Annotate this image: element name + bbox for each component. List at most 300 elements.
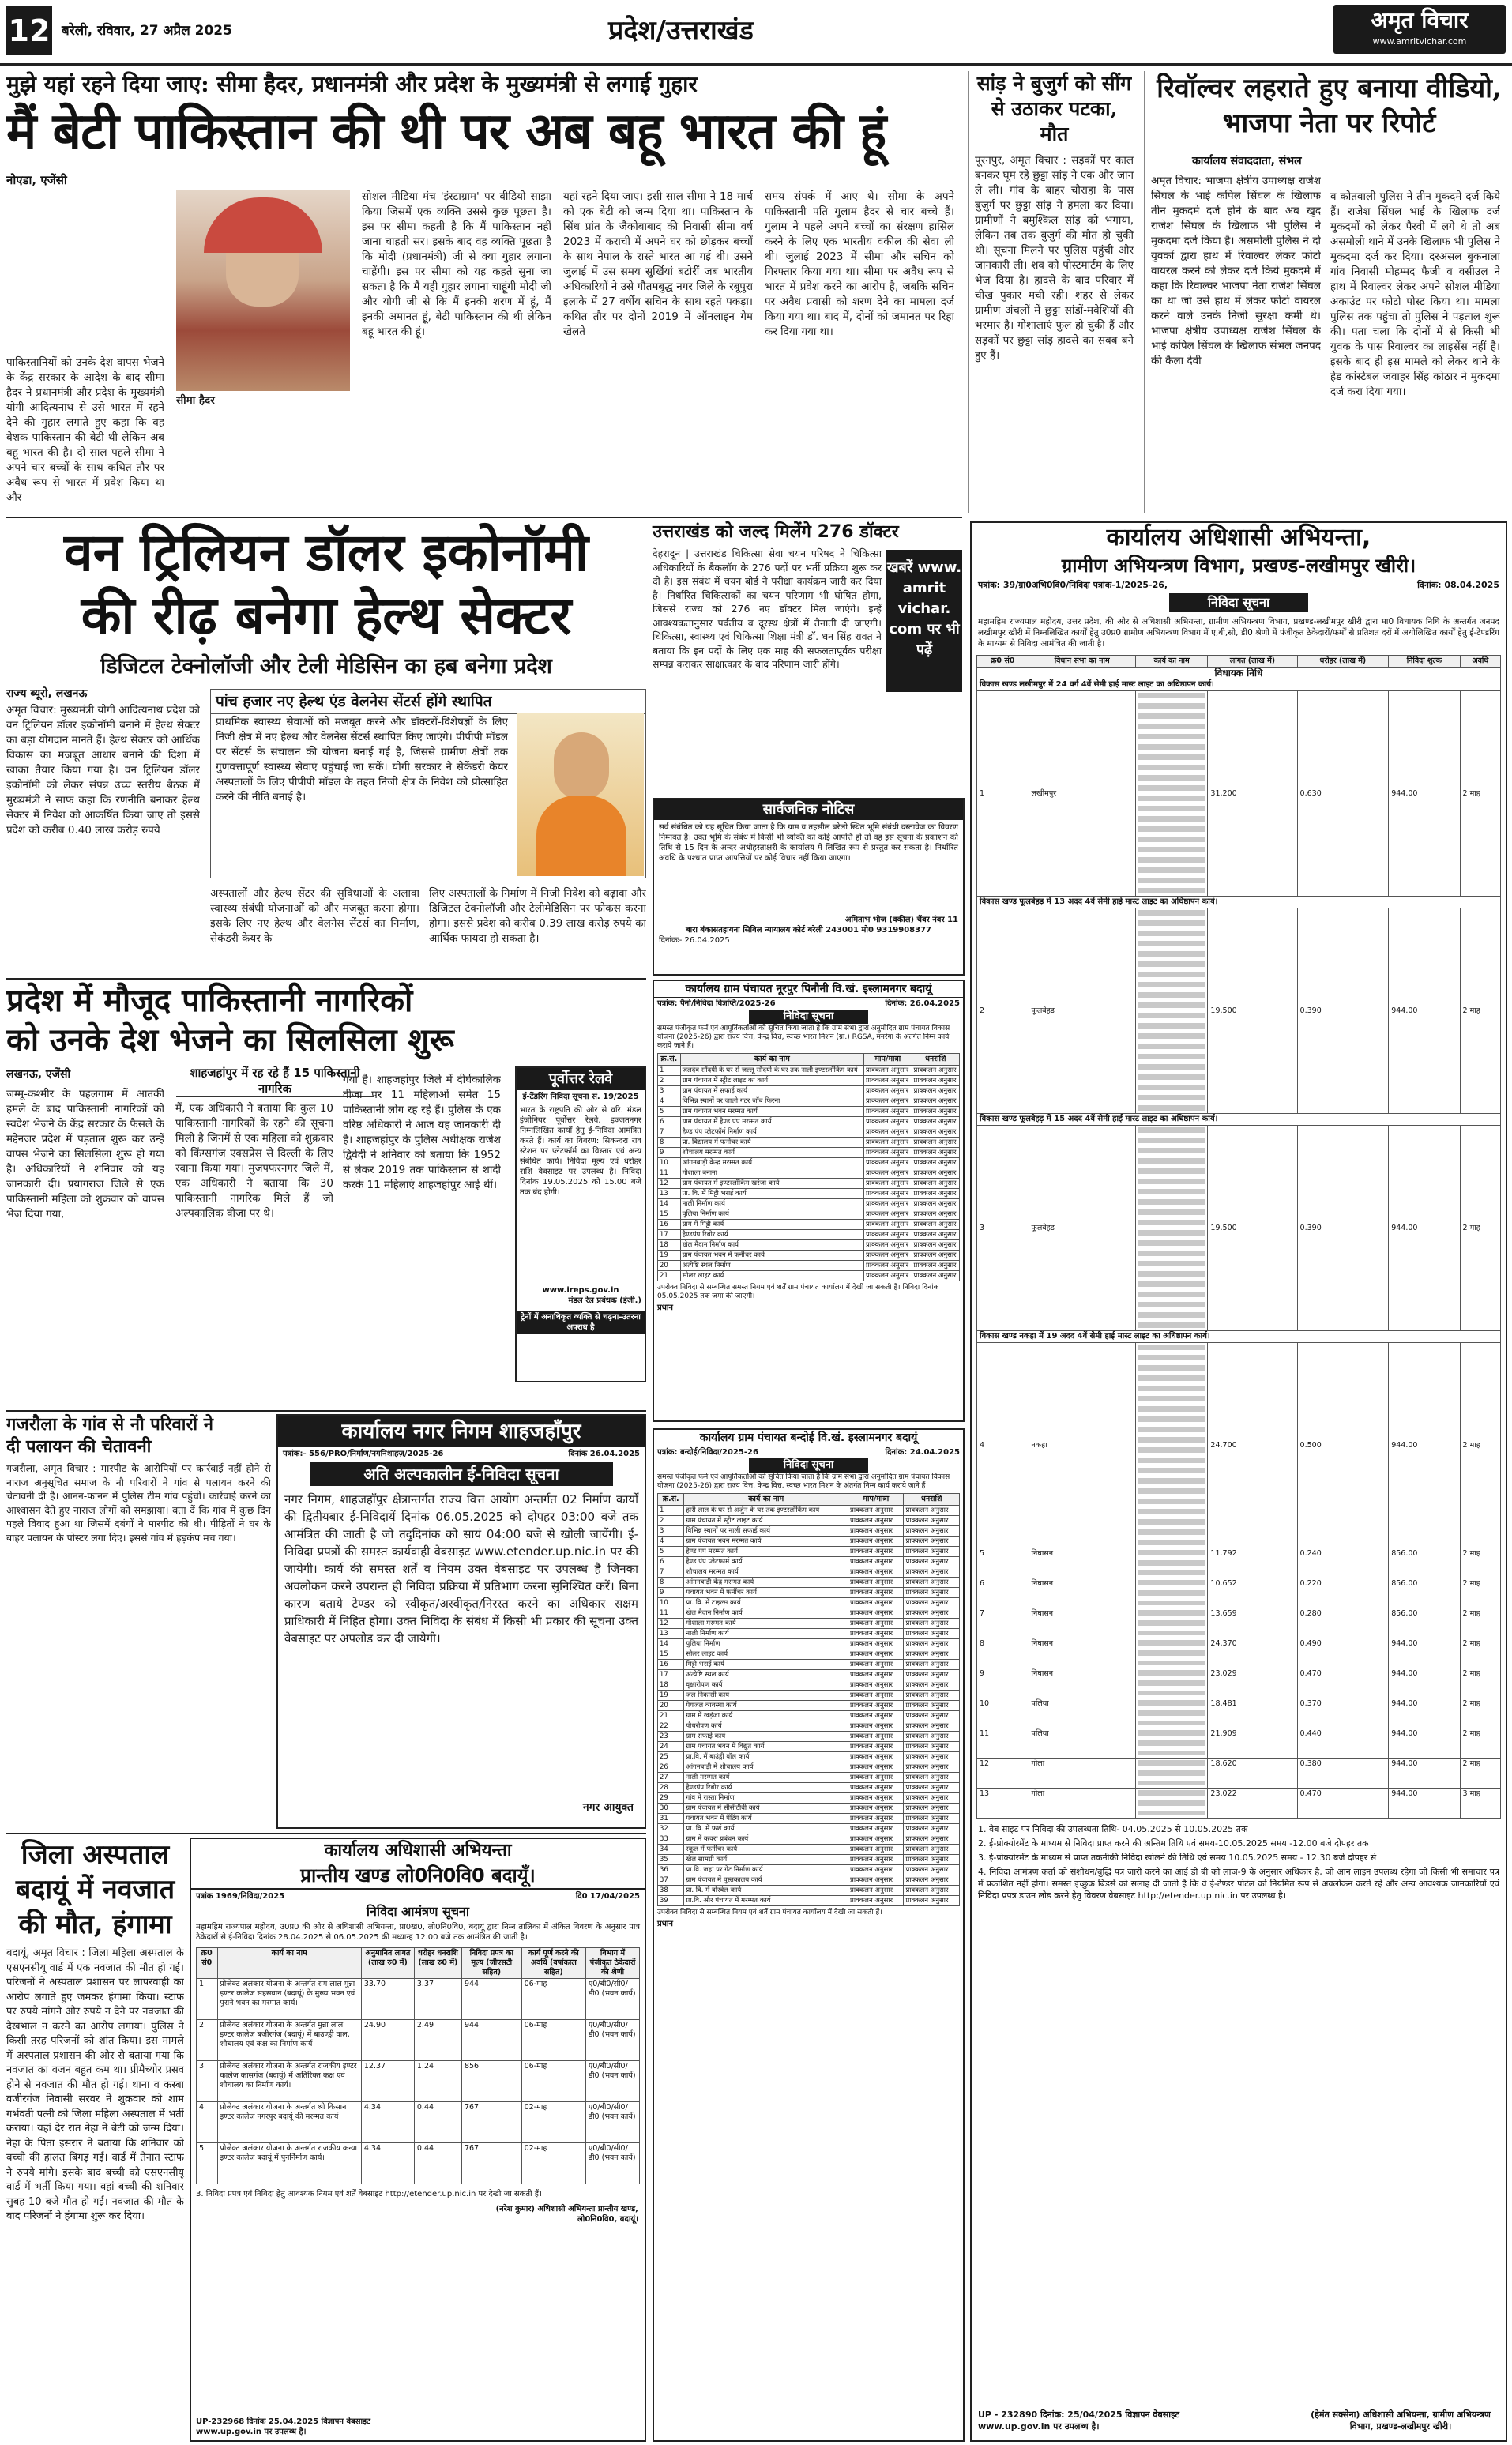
public-notice-body: सर्व संबंधित को यह सूचित किया जाता है कि ग्राम व तहसील बरेली स्थित भूमि संबंधी दस्तावेज का विवरण निम्नवत है। उक्त भूमि के संबंध में किसी भी व्यक्ति को कोई आपत्ति हो तो वह इस सूचना के प्रकाशन की तिथि से 15 दिन के अन्दर अधोहस्ताक्षरी के कार्यालय में लिखित रूप से प्रस्तुत कर सकता है। निर्धारित अवधि के पश्चात प्राप्त आपत्तियों पर कोई विचार नहीं किया जाएगा। — [659, 823, 958, 863]
table-cell: प्राक्कलन अनुसार — [912, 1179, 959, 1189]
table-cell: प्राक्कलन अनुसार — [904, 1598, 960, 1608]
table-cell: 29 — [658, 1793, 684, 1804]
pak-col-1: जम्मू-कश्मीर के पहलगाम में आतंकी हमले के बाद पाकिस्तानी नागरिकों को स्वदेश भेजने के केंद्र सरकार के फैसले के मद्देनजर प्रदेश में पड़ताल शुरू कर उन्हें वापस भेजने का सिलसिला शुरू हो गया है। अधिकारियों ने शनिवार को यह जानकारी दी। प्रयागराज जिले से एक पाकिस्तानी महिला को शुक्रवार को वापस भेज दिया गया, — [6, 1088, 164, 1221]
revolver-col-1: अमृत विचार: भाजपा क्षेत्रीय उपाध्यक्ष राजेश सिंघल के भाई कपिल सिंघल के खिलाफ तीन मुकदमे दर्ज होने के बाद अब खुद राजेश सिंघल के खिलाफ भी पुलिस ने मुकदमा दर्ज किया है। असमोली पुलिस ने दो युवकों द्वारा हाथ में रिवाल्वर लेकर फोटो वायरल करने को लेकर दर्ज किये मुकदमे में कहा कि रिवाल्वर भाजपा नेता राजेश सिंघल का था जो उसे हाथ में लेकर फोटो वायरल करने वाले उनके निजी सुरक्षा कर्मी थे। भाजपा क्षेत्रीय उपाध्यक्ष राजेश सिंघल के भाई कपिल सिंघल के खिलाफ संभल जनपद की कैला देवी — [1151, 175, 1321, 367]
table-cell: पौधरोपण कार्य — [684, 1721, 848, 1732]
table-row — [658, 1588, 960, 1598]
table-row — [977, 1789, 1501, 1819]
table-row — [977, 1126, 1501, 1331]
table-row — [658, 1660, 960, 1670]
table-cell: 13 — [977, 1789, 1029, 1819]
table-cell: प्राक्कलन अनुसार — [904, 1567, 960, 1578]
table-row — [658, 1711, 960, 1721]
table-cell: पलिया — [1029, 1698, 1135, 1728]
table-cell: प्राक्कलन अनुसार — [904, 1783, 960, 1793]
table-row — [658, 1537, 960, 1547]
table-cell: ए0/बी0/सी0/डी0 (भवन कार्य) — [586, 2143, 640, 2184]
table-cell: 944.00 — [1389, 1668, 1460, 1698]
table-cell: 18.481 — [1208, 1698, 1297, 1728]
rural-note: 1. वेब साइट पर निविदा की उपलब्धता तिथि- 04.05.2025 से 10.05.2025 तक — [978, 1824, 1248, 1834]
panchayat2-subtitle: निविदा सूचना — [749, 1458, 868, 1473]
masthead-rule — [0, 63, 1512, 66]
table-cell: नाली निर्माण कार्य — [680, 1199, 863, 1209]
khabren-promo[interactable]: खबरें www. amrit vichar. com पर भी पढ़ें — [886, 550, 962, 692]
table-cell: 15 — [658, 1209, 681, 1220]
table-cell: 0.490 — [1297, 1638, 1389, 1668]
table-cell: हैण्ड पंप मरम्मत कार्य — [684, 1547, 848, 1557]
table-cell: 0.280 — [1297, 1608, 1389, 1638]
table-cell: 6 — [658, 1117, 681, 1127]
table-cell: प्राक्कलन अनुसार — [848, 1701, 903, 1711]
table-row — [658, 1209, 960, 1220]
table-cell: प्राक्कलन अनुसार — [904, 1711, 960, 1721]
table-cell: प्राक्कलन अनुसार — [912, 1251, 959, 1261]
pwd-footer: 3. निविदा प्रपत्र एवं निविदा हेतु आवश्यक नियम एवं शर्तें वेबसाइट http://etender.up.nic.in पर देखी जा सकती हैं। — [196, 2190, 542, 2199]
table-cell: 944.00 — [1389, 908, 1460, 1114]
table-cell: स्कूल में फर्नीचर कार्य — [684, 1845, 848, 1855]
table-cell — [1135, 1608, 1208, 1638]
table-cell: 7 — [977, 1608, 1029, 1638]
table-cell: 8 — [658, 1138, 681, 1148]
table-cell: 2 माह — [1460, 1728, 1501, 1759]
table-cell: 14 — [658, 1199, 681, 1209]
table-cell: पुलिया निर्माण कार्य — [680, 1209, 863, 1220]
work-list-lines — [1138, 1610, 1206, 1635]
table-cell: 4.34 — [361, 2102, 414, 2143]
table-cell: प्राक्कलन अनुसार — [848, 1824, 903, 1834]
table-cell: फूलबेहड — [1029, 908, 1135, 1114]
table-cell: विभिन्न स्थानों पर जाली गटर जॉब फिरना — [680, 1096, 863, 1107]
railway-subtitle: ई-टेंडरिंग निविदा सूचना सं. 19/2025 — [522, 1093, 639, 1101]
seema-byline: नोएडा, एजेंसी — [6, 173, 67, 187]
table-cell: ग्राम पंचायत भवन में विद्युत कार्य — [684, 1742, 848, 1752]
table-cell: 856 — [461, 2061, 521, 2102]
pwd-intro: महामहिम राज्यपाल महोदय, उ0प्र0 की ओर से अधिशासी अभियन्ता, प्रा0ख0, लो0नि0वि0, बदायूं द्वारा निम्न तालिका में अंकित विवरण के अनुसार पात्र ठेकेदारों से ई-निविदा दिनांक 28.04.2025 से 06.05.2025 की मध्यान्ह 12.00 बजे तक आमंत्रित की जाती है। — [196, 1923, 640, 1942]
economy-box — [210, 689, 646, 878]
table-cell: 06-माह — [521, 1979, 585, 2020]
table-row — [658, 1804, 960, 1814]
table-cell: प्राक्कलन अनुसार — [904, 1865, 960, 1875]
table-cell: प्राक्कलन अनुसार — [864, 1220, 912, 1230]
table-row — [658, 1670, 960, 1680]
table-cell: प्राक्कलन अनुसार — [848, 1732, 903, 1742]
table-cell: सोलर लाइट कार्य — [684, 1649, 848, 1660]
table-cell: पुलिया निर्माण — [684, 1639, 848, 1649]
table-cell: प्राक्कलन अनुसार — [848, 1567, 903, 1578]
panchayat1-signer: प्रधान — [657, 1303, 673, 1312]
table-cell: 25 — [658, 1752, 684, 1762]
table-cell: प्राक्कलन अनुसार — [904, 1588, 960, 1598]
table-row — [658, 1762, 960, 1773]
table-cell: प्राक्कलन अनुसार — [848, 1547, 903, 1557]
work-list-lines — [1138, 1580, 1206, 1605]
pwd-subtitle: निविदा आमंत्रण सूचना — [366, 1904, 470, 1919]
table-row — [977, 908, 1501, 1114]
table-row — [658, 1547, 960, 1557]
table-header-cell: धनराशि — [904, 1494, 960, 1506]
table-row — [658, 1230, 960, 1240]
table-cell: 22 — [658, 1721, 684, 1732]
table-row — [658, 1199, 960, 1209]
table-cell: 0.370 — [1297, 1698, 1389, 1728]
work-list-lines — [1138, 693, 1206, 893]
table-cell: विभिन्न स्थानों पर नाली सफाई कार्य — [684, 1526, 848, 1537]
table-cell: प्राक्कलन अनुसार — [912, 1086, 959, 1096]
table-cell: 944.00 — [1389, 1728, 1460, 1759]
table-cell: 24.370 — [1208, 1638, 1297, 1668]
table-cell: प्राक्कलन अनुसार — [904, 1547, 960, 1557]
table-cell: 944.00 — [1389, 1343, 1460, 1548]
table-cell: 5 — [197, 2143, 218, 2184]
table-cell: शौचालय मरम्मत कार्य — [684, 1567, 848, 1578]
work-list-lines — [1138, 1670, 1206, 1695]
table-header-cell: विधान सभा का नाम — [1029, 656, 1135, 668]
table-cell: 5 — [658, 1547, 684, 1557]
table-cell: जलदेव सौंदर्यी के घर से जल्लू सौंदर्यी के घर तक नाली इण्टरलॉकिंग कार्य — [680, 1066, 863, 1076]
panchayat2-ref: पत्रांक: बन्दोई/निविदा/2025-26 — [657, 1448, 758, 1457]
section-caption: विकास खण्ड फूलबेहड़ में 15 अदद 4वें सेमी हाई मास्ट लाइट का अधिष्ठापन कार्य। — [977, 1114, 1501, 1126]
table-cell: ग्राम में खड़ंजा कार्य — [684, 1711, 848, 1721]
table-cell: 20 — [658, 1261, 681, 1271]
table-cell: 0.630 — [1297, 691, 1389, 897]
table-cell: प्राक्कलन अनुसार — [864, 1086, 912, 1096]
table-cell: 15 — [658, 1649, 684, 1660]
table-cell: 0.470 — [1297, 1668, 1389, 1698]
nagar-nigam-title: कार्यालय नगर निगम शाहजहाँपुर — [278, 1416, 645, 1447]
table-cell: 856.00 — [1389, 1608, 1460, 1638]
table-header-cell: क्र.सं. — [658, 1054, 681, 1066]
pak-headline-2: को उनके देश भेजने का सिलसिला शुरू — [6, 1022, 454, 1059]
table-cell: खेल मैदान निर्माण कार्य — [684, 1608, 848, 1619]
public-notice-advocate: अमिताभ भोज (वकील) चैंबर नंबर 11 — [844, 916, 958, 924]
table-header-cell: क्र.सं. — [658, 1494, 684, 1506]
table-cell: प्राक्कलन अनुसार — [904, 1701, 960, 1711]
section-caption: विकास खण्ड फूलबेहड़ में 13 अदद 4वें सेमी हाई मास्ट लाइट का अधिष्ठापन कार्य। — [977, 897, 1501, 908]
table-cell: 19 — [658, 1251, 681, 1261]
table-cell: वृक्षारोपण कार्य — [684, 1680, 848, 1691]
doctors-headline: उत्तराखंड को जल्द मिलेंगे 276 डॉक्टर — [653, 522, 899, 542]
table-cell: प्राक्कलन अनुसार — [904, 1516, 960, 1526]
table-cell: प्रा. वि. में फर्श कार्य — [684, 1824, 848, 1834]
table-cell: 2 माह — [1460, 1343, 1501, 1548]
table-cell: प्राक्कलन अनुसार — [904, 1506, 960, 1516]
rural-note: 3. ई-प्रोक्योरमेंट के माध्यम से प्राप्त तकनीकी निविदा खोलने की तिथि एवं समय 10.05.2025 समय - 12.30 बजे दोपहर से — [978, 1853, 1377, 1863]
table-cell: निघासन — [1029, 1608, 1135, 1638]
table-row — [658, 1855, 960, 1865]
table-cell: 7 — [658, 1127, 681, 1138]
table-row — [658, 1506, 960, 1516]
rural-table — [976, 655, 1501, 1819]
table-row — [977, 1114, 1501, 1126]
table-cell: 24.90 — [361, 2020, 414, 2061]
table-row — [658, 1865, 960, 1875]
table-cell: प्रोजेक्ट अलंकार योजना के अन्तर्गत राजकीय कन्या इण्टर कालेज बदायूं में पुनर्निर्माण कार्य। — [217, 2143, 361, 2184]
table-cell: हैण्ड पंप प्लेटफॉर्म निर्माण कार्य — [680, 1127, 863, 1138]
panchayat1-subtitle: निविदा सूचना — [749, 1010, 868, 1024]
table-cell: प्रोजेक्ट अलंकार योजना के अन्तर्गत श्री किसान इण्टर कालेज नगरपुर बदायूं की मरम्मत कार्य। — [217, 2102, 361, 2143]
table-row — [977, 1759, 1501, 1789]
panchayat2-date: दिनांक: 24.04.2025 — [885, 1448, 960, 1457]
panchayat2-table — [657, 1493, 960, 1906]
table-cell: निघासन — [1029, 1668, 1135, 1698]
table-cell: 24.700 — [1208, 1343, 1297, 1548]
table-cell: 944.00 — [1389, 691, 1460, 897]
economy-story — [6, 521, 646, 972]
pwd-title-1: कार्यालय अधिशासी अभियन्ता — [324, 1841, 512, 1860]
table-cell: सोलर लाइट कार्य — [680, 1271, 863, 1281]
table-cell: प्राक्कलन अनुसार — [848, 1886, 903, 1896]
work-list-lines — [1138, 1790, 1206, 1815]
table-cell: ग्राम पंचायत भवन मरम्मत कार्य — [684, 1537, 848, 1547]
table-header-cell: लागत (लाख में) — [1208, 656, 1297, 668]
nagar-nigam-signer: नगर आयुक्त — [582, 1801, 634, 1814]
table-cell: 4 — [197, 2102, 218, 2143]
table-cell: ग्राम में मिट्टी कार्य — [680, 1220, 863, 1230]
dateline: बरेली, रविवार, 27 अप्रैल 2025 — [62, 23, 232, 39]
table-cell: 21 — [658, 1711, 684, 1721]
table-header-cell: अवधि — [1460, 656, 1501, 668]
table-cell: प्राक्कलन अनुसार — [848, 1557, 903, 1567]
table-cell — [1135, 908, 1208, 1114]
table-cell: प्राक्कलन अनुसार — [904, 1691, 960, 1701]
panchayat1-refline — [654, 998, 963, 1010]
table-cell: प्राक्कलन अनुसार — [848, 1691, 903, 1701]
table-cell: पेयजल व्यवस्था कार्य — [684, 1701, 848, 1711]
hospital-body: बदायूं, अमृत विचार : जिला महिला अस्पताल के एसएनसीयू वार्ड में एक नवजात की मौत हो गई। परिजनों ने अस्पताल प्रशासन पर लापरवाही का आरोप लगाते हुए जमकर हंगामा किया। स्टाफ पर रुपये मांगने और रुपये न देने पर नवजात की देखभाल न करने का आरोप लगाया। पुलिस ने किसी तरह परिजनों को शांत किया। इस मामले में अस्पताल प्रशासन की ओर से बताया गया कि नवजात का वजन बहुत कम था। प्रीमैच्योर प्रसव होने से नवजात की मौत हो गई। थाना व कस्बा वजीरगंज निवासी सरवर ने शुक्रवार को शाम गर्भवती पत्नी को जिला महिला अस्पताल में भर्ती कराया। यहां देर रात नेहा ने बेटी को जन्म दिया। नेहा के पिता इसरार ने बताया कि शनिवार को बच्ची की हालत बिगड़ गई। वार्ड में तैनात स्टाफ ने रुपये मांगे। इसके बाद बच्ची को एसएनसीयू वार्ड में भर्ती किया गया। वहां बच्ची की शनिवार सुबह 10 बजे मौत हो गई। नवजात की मौत के बाद परिजनों ने हंगामा शुरू कर दिया। — [6, 1947, 184, 2222]
railway-tagline: ट्रेनों में अनाधिकृत व्यक्ति से चढ़ना-उतरना अपराध है — [517, 1311, 645, 1334]
table-cell — [1135, 1126, 1208, 1331]
nagar-nigam-ref: पत्रांक:- 556/PRO/निर्माण/नगनिशाहज़/2025-26 — [283, 1450, 444, 1458]
table-cell: 23.022 — [1208, 1789, 1297, 1819]
table-cell: प्राक्कलन अनुसार — [864, 1107, 912, 1117]
table-cell: प्राक्कलन अनुसार — [904, 1660, 960, 1670]
website-link[interactable]: www.amritvichar.com — [1372, 36, 1467, 47]
table-cell: 944 — [461, 2020, 521, 2061]
table-cell: निघासन — [1029, 1578, 1135, 1608]
table-cell: 6 — [977, 1578, 1029, 1608]
table-header-cell: धनराशि — [912, 1054, 959, 1066]
railway-body: भारत के राष्ट्रपति की ओर से वरि. मंडल इंजीनियर पूर्वोत्तर रेलवे, इज्जतनगर निम्नलिखित कार्यों हेतु ई-निविदा आमंत्रित करते हैं। कार्य का विवरण: सिकन्दरा राव स्टेशन पर प्लेटफॉर्म का विस्तार एवं अन्य संबंधित कार्य। निविदा मूल्य एवं धरोहर राशि वेबसाइट पर उपलब्ध है। निविदा दिनांक 19.05.2025 को 15.00 बजे तक बंद होगी। — [520, 1106, 641, 1197]
table-row — [658, 1138, 960, 1148]
table-cell: प्रा.वि. में बाउंड्री वॉल कार्य — [684, 1752, 848, 1762]
panchayat1-intro: समस्त पंजीकृत फर्म एवं आपूर्तिकर्ताओं को सूचित किया जाता है कि ग्राम सभा द्वारा अनुमोदित ग्राम पंचायत विकास योजना (2025-26) द्वारा राज्य वित्त, केन्द्र वित्त, स्वच्छ भारत मिशन (ग्रा.) RGSA, मनरेगा के अंतर्गत निम्न कार्य कराये जाने हैं। — [657, 1025, 950, 1050]
row-divider-1 — [6, 517, 962, 518]
table-cell: प्राक्कलन अनुसार — [904, 1773, 960, 1783]
table-cell: 9 — [658, 1588, 684, 1598]
table-cell: 19 — [658, 1691, 684, 1701]
table-cell: 2.49 — [414, 2020, 461, 2061]
table-cell: आंगनबाड़ी केन्द्र मरम्मत कार्य — [680, 1158, 863, 1168]
table-cell: प्राक्कलन अनुसार — [864, 1240, 912, 1251]
table-cell: 0.500 — [1297, 1343, 1389, 1548]
table-cell: प्राक्कलन अनुसार — [904, 1834, 960, 1845]
table-header-cell: कार्य का नाम — [1135, 656, 1208, 668]
table-cell: प्राक्कलन अनुसार — [848, 1670, 903, 1680]
table-header-cell: कार्य पूर्ण करने की अवधि (वर्षाकाल सहित) — [521, 1948, 585, 1979]
table-cell: 10 — [658, 1158, 681, 1168]
economy-headline-2: की रीढ़ बनेगा हेल्थ सेक्टर — [81, 585, 572, 646]
table-header-cell: अनुमानित लागत (लाख रु0 में) — [361, 1948, 414, 1979]
table-header-cell: धरोहर (लाख में) — [1297, 656, 1389, 668]
revolver-byline: कार्यालय संवाददाता, संभल — [1192, 155, 1302, 167]
table-cell: 19.500 — [1208, 1126, 1297, 1331]
seema-col-1: पाकिस्तानियों को उनके देश वापस भेजने के केंद्र सरकार के आदेश के बाद सीमा हैदर ने प्रधानमंत्री और प्रदेश के मुख्यमंत्री योगी आदित्यनाथ से उसे भारत में रहने देने की गुहार लगाते हुए कहा कि वह बेशक पाकिस्तान की बेटी थी लेकिन अब बहू भारत की है। दो साल पहले सीमा ने अपने चार बच्चों के साथ कथित तौर पर अवैध रूप से भारत में प्रवेश किया था और — [6, 356, 164, 504]
table-cell: 10.652 — [1208, 1578, 1297, 1608]
pwd-table — [196, 1947, 640, 2184]
table-cell: 06-माह — [521, 2020, 585, 2061]
panchayat-nurpur-notice — [653, 980, 965, 1422]
table-cell: प्रोजेक्ट अलंकार योजना के अन्तर्गत मुन्ना लाल इण्टर कालेज बजीरगंज (बदायूं) में बाउण्ड्री वाल, शौचालय एवं कक्ष का निर्माण कार्य। — [217, 2020, 361, 2061]
table-cell: प्राक्कलन अनुसार — [848, 1537, 903, 1547]
table-cell: 944.00 — [1389, 1789, 1460, 1819]
work-list-lines — [1138, 1760, 1206, 1785]
table-cell: 23.029 — [1208, 1668, 1297, 1698]
table-cell: प्राक्कलन अनुसार — [848, 1680, 903, 1691]
table-header-cell: कार्य का नाम — [684, 1494, 848, 1506]
table-cell: 3 — [977, 1126, 1029, 1331]
table-row — [658, 1107, 960, 1117]
pak-box: शाहजहांपुर में रह रहे हैं 15 पाकिस्तानी नागरिक — [176, 1065, 374, 1097]
table-header-cell: क्र0 सं0 — [977, 656, 1029, 668]
table-cell: 13 — [658, 1189, 681, 1199]
table-cell: प्राक्कलन अनुसार — [848, 1845, 903, 1855]
table-cell — [1135, 1698, 1208, 1728]
table-cell: प्राक्कलन अनुसार — [904, 1886, 960, 1896]
table-cell: ए0/बी0/सी0/डी0 (भवन कार्य) — [586, 2061, 640, 2102]
table-cell: प्राक्कलन अनुसार — [904, 1649, 960, 1660]
row-divider-3 — [6, 1410, 646, 1412]
table-cell: प्राक्कलन अनुसार — [848, 1896, 903, 1906]
table-cell: 12 — [658, 1179, 681, 1189]
panchayat1-table-wrap — [654, 1051, 963, 1283]
table-row — [658, 1578, 960, 1588]
table-row — [658, 1773, 960, 1783]
table-row — [658, 1834, 960, 1845]
rural-refline — [972, 578, 1506, 592]
work-list-lines — [1138, 1345, 1206, 1545]
table-row — [197, 2143, 640, 2184]
table-row — [977, 679, 1501, 691]
work-list-lines — [1138, 910, 1206, 1111]
table-row — [658, 1086, 960, 1096]
table-cell: प्राक्कलन अनुसार — [912, 1127, 959, 1138]
section-title: प्रदेश/उत्तराखंड — [608, 15, 754, 47]
table-cell: 0.44 — [414, 2143, 461, 2184]
table-cell: प्राक्कलन अनुसार — [912, 1189, 959, 1199]
table-cell: 2 — [658, 1076, 681, 1086]
table-cell: नाली निर्माण कार्य — [684, 1629, 848, 1639]
table-cell: प्राक्कलन अनुसार — [912, 1230, 959, 1240]
table-cell: 3 — [658, 1526, 684, 1537]
railway-website[interactable]: www.ireps.gov.in — [542, 1286, 619, 1295]
table-cell: फूलबेहड — [1029, 1126, 1135, 1331]
seema-col-3: यहां रहने दिया जाए। इसी साल सीमा ने 18 मार्च को एक बेटी को जन्म दिया था। पाकिस्तान के सिंध प्रांत के जैकोबाबाद की निवासी सीमा वर्ष 2023 में कराची में अपने घर को छोड़कर बच्चों के साथ नेपाल के रास्ते भारत आ गई थी। उसने जुलाई में उस समय सुर्खियां बटोरीं जब भारतीय अधिकारियों ने उसे गौतमबुद्ध नगर जिले के रबूपुरा इलाके में 27 वर्षीय सचिन के साथ रहते पकड़ा। कथित तौर पर दोनों 2019 में ऑनलाइन गेम खेलते — [563, 190, 753, 338]
table-cell: 5 — [977, 1548, 1029, 1578]
table-row — [658, 1875, 960, 1886]
table-cell: 1 — [977, 691, 1029, 897]
table-row — [977, 1698, 1501, 1728]
table-cell: हैण्डपंप रिबोर कार्य — [680, 1230, 863, 1240]
table-cell: प्राक्कलन अनुसार — [904, 1752, 960, 1762]
table-cell: प्राक्कलन अनुसार — [912, 1271, 959, 1281]
table-cell: प्राक्कलन अनुसार — [848, 1660, 903, 1670]
table-cell: प्राक्कलन अनुसार — [912, 1209, 959, 1220]
table-cell: ग्राम पंचायत में इण्टरलॉकिंग खरंजा कार्य — [680, 1179, 863, 1189]
economy-col-1: अमृत विचार: मुख्यमंत्री योगी आदित्यनाथ प्रदेश को वन ट्रिलियन डॉलर इकोनॉमी बनाने में हेल्थ सेक्टर का बड़ा योगदान मानते हैं। हेल्थ सेक्टर को आर्थिक विकास का मजबूत आधार बनाने की दिशा में खाका तैयार किया गया है। वन ट्रिलियन डॉलर इकोनॉमी को लेकर संपन्न उच्च स्तरीय बैठक में मुख्यमंत्री ने साफ कहा कि रणनीति बनाकर हेल्थ सेक्टर में निवेश को आकर्षित किया जाए तो इससे प्रदेश को करीब 0.40 लाख करोड़ रुपये — [6, 704, 200, 837]
seema-headline: मैं बेटी पाकिस्तान की थी पर अब बहू भारत की हूं — [6, 103, 886, 161]
table-cell: 28 — [658, 1783, 684, 1793]
pwd-table-wrap — [191, 1944, 645, 2187]
table-cell: 3 — [197, 2061, 218, 2102]
table-cell: 767 — [461, 2102, 521, 2143]
table-cell: प्राक्कलन अनुसार — [864, 1066, 912, 1076]
table-cell: प्राक्कलन अनुसार — [848, 1598, 903, 1608]
table-cell: प्राक्कलन अनुसार — [912, 1066, 959, 1076]
table-cell: पंचायत भवन में पेंटिंग कार्य — [684, 1814, 848, 1824]
table-header-cell: निविदा प्रपत्र का मूल्य (जीएसटी सहित) — [461, 1948, 521, 1979]
row-divider-4 — [6, 1833, 646, 1834]
table-cell: आंगनबाड़ी केंद्र मरम्मत कार्य — [684, 1578, 848, 1588]
table-row — [658, 1793, 960, 1804]
table-cell: 0.240 — [1297, 1548, 1389, 1578]
public-notice — [653, 798, 965, 976]
rural-title-1: कार्यालय अधिशासी अभियन्ता, — [1106, 524, 1371, 551]
seema-kicker: मुझे यहां रहने दिया जाए: सीमा हैदर, प्रधानमंत्री और प्रदेश के मुख्यमंत्री से लगाई गुहार — [6, 71, 698, 97]
bull-story — [968, 71, 1134, 513]
table-cell: प्राक्कलन अनुसार — [864, 1138, 912, 1148]
rural-note: 4. निविदा आमंत्रण कर्ता को संशोधन/बुद्धि पत्र जारी करने का आई डी बी को लाज-9 के अनुसार अधिकार है, जो आन लाइन उपलब्ध रहेगा जो किसी भी समाचार पत्र में प्रकाशित नहीं होगा। समस्त इच्छुक बिडर्स को सलाह दी जाती है कि वे ई-टेण्डर पोर्टल को नियमित रूप से अवलोकन करते रहें और अन्य आवश्यक जानकारियों एवं निविदा प्रपत्र डाउन लोड करने हेतु विवरण वेबसाइट http://etender.up.nic.in पर उपलब्ध है। — [978, 1867, 1499, 1901]
table-row — [197, 2102, 640, 2143]
pwd-title-2: प्रान्तीय खण्ड लो0नि0वि0 बदायूँ। — [191, 1863, 645, 1890]
table-header-cell: क्र0 सं0 — [197, 1948, 218, 1979]
table-header-cell: कार्य का नाम — [217, 1948, 361, 1979]
table-cell: प्राक्कलन अनुसार — [864, 1199, 912, 1209]
table-cell: 8 — [977, 1638, 1029, 1668]
section-caption: विकास खण्ड लखीमपुर में 24 वर्ग 4वें सेमी हाई मास्ट लाइट का अधिष्ठापन कार्य। — [977, 679, 1501, 691]
table-cell: 0.440 — [1297, 1728, 1389, 1759]
rural-signer: (हेमंत सक्सेना) अधिशासी अभियन्ता, ग्रामीण अभियन्त्रण विभाग, प्रखण्ड-लखीमपुर खीरी। — [1311, 2409, 1491, 2432]
bull-headline: सांड़ ने बुजुर्ग को सींग से उठाकर पटका, मौत — [976, 72, 1132, 145]
table-cell: प्राक्कलन अनुसार — [848, 1649, 903, 1660]
panchayat1-footer: उपरोक्त निविदा से सम्बन्धित समस्त नियम एवं शर्तें ग्राम पंचायत कार्यालय में देखी जा सकती हैं। निविदा दिनांक 05.05.2025 तक जमा की जाएगी। — [657, 1284, 939, 1300]
panchayat1-date: दिनांक: 26.04.2025 — [885, 999, 960, 1008]
table-row — [977, 1668, 1501, 1698]
table-cell: ग्राम पंचायत में पुस्तकालय कार्य — [684, 1875, 848, 1886]
pwd-upno: UP-232968 दिनांक 25.04.2025 विज्ञापन वेबसाइट www.up.gov.in पर उपलब्ध है। — [196, 2417, 371, 2436]
table-cell: प्राक्कलन अनुसार — [904, 1670, 960, 1680]
pwd-date: दि0 17/04/2025 — [575, 1892, 640, 1901]
table-cell: 2 माह — [1460, 1759, 1501, 1789]
rural-date: दिनांक: 08.04.2025 — [1417, 580, 1499, 590]
table-cell: प्राक्कलन अनुसार — [848, 1865, 903, 1875]
table-cell: प्राक्कलन अनुसार — [904, 1578, 960, 1588]
table-cell: 21 — [658, 1271, 681, 1281]
table-cell: नाली मरम्मत कार्य — [684, 1773, 848, 1783]
table-cell: प्राक्कलन अनुसार — [848, 1742, 903, 1752]
table-cell: प्रोजेक्ट अलंकार योजना के अन्तर्गत राम लाल मुन्ना इण्टर कालेज सहसवान (बदायूं) के मुख्य भवन एवं पुराने भवन का मरम्मत कार्य। — [217, 1979, 361, 2020]
pwd-budaun-notice — [190, 1838, 646, 2442]
table-row — [658, 1608, 960, 1619]
table-cell: प्राक्कलन अनुसार — [912, 1158, 959, 1168]
panchayat2-footer: उपरोक्त निविदा से सम्बन्धित नियम एवं शर्तें ग्राम पंचायत कार्यालय में देखी जा सकती हैं। — [657, 1909, 882, 1917]
revolver-headline: रिवॉल्वर लहराते हुए बनाया वीडियो, भाजपा नेता पर रिपोर्ट — [1157, 73, 1502, 139]
table-cell: प्रा.वि. जहां पर गेट निर्माण कार्य — [684, 1865, 848, 1875]
table-cell: प्राक्कलन अनुसार — [848, 1783, 903, 1793]
table-cell — [1135, 1789, 1208, 1819]
table-cell: ग्राम पंचायत में स्ट्रीट लाइट का कार्य — [680, 1076, 863, 1086]
rural-note: 2. ई-प्रोक्योरमेंट के माध्यम से निविदा प्राप्त करने की अन्तिम तिथि एवं समय-10.05.2025 समय -12.00 बजे दोपहर तक — [978, 1838, 1369, 1849]
table-cell: ग्राम सफाई कार्य — [684, 1732, 848, 1742]
